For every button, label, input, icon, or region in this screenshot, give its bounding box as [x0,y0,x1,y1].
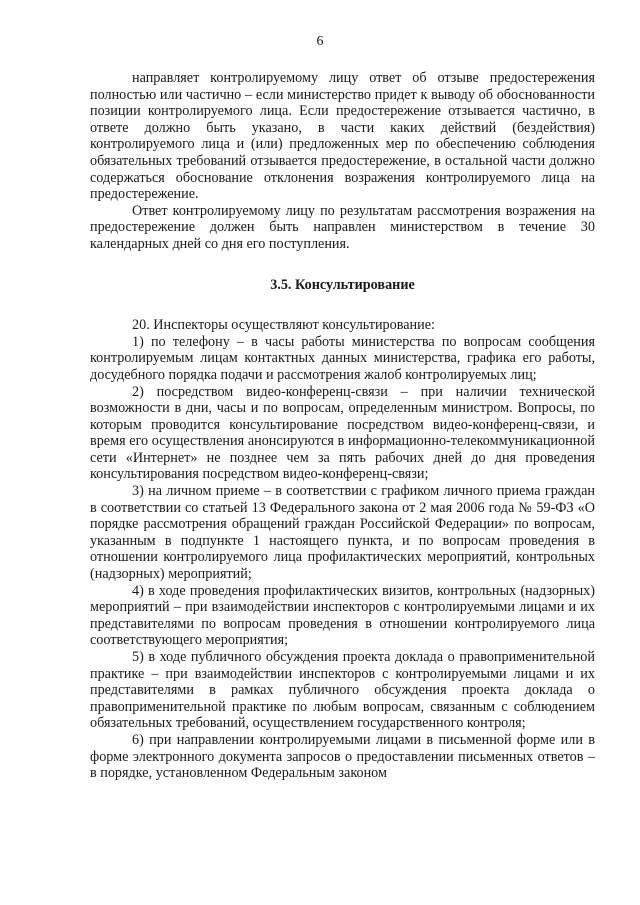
document-body [90,70,595,782]
paragraph-consult-visits: 4) в ходе проведения профилактических визитов, контрольных (надзорных) мероприятий – при взаимодействии инспекторов с контролируемыми лицами и их представителями по вопросам проведения в отношении контролируемого лица соответствующего мероприятия; [90,582,595,649]
paragraph-answer-deadline: Ответ контролируемому лицу по результатам рассмотрения возражения на предостережение должен быть направлен министерством в течение 30 календарных дней со дня его поступления. [90,202,595,252]
paragraph-item-20: 20. Инспекторы осуществляют консультирование: [132,317,435,334]
paragraph-refusal-answer: направляет контролируемому лицу ответ об отзыве предостережения полностью или частично – если министерство придет к выводу об обоснованности позиции контролируемого лица. Если предостережение отзывается частично, в ответе должно быть указано, в части каких действий (бездействия) контролируемого лица и (или) предложенных мер по обеспечению соблюдения обязательных требований отзывается предостережение, в остальной части должно содержаться обоснование отклонения возражения контролируемого лица на предостережение. [90,70,595,203]
paragraph-consult-public: 5) в ходе публичного обсуждения проекта доклада о правоприменительной практике – при взаимодействии инспекторов с контролируемыми лицами и их представителями в рамках публичного обсуждения проекта доклада о правоприменительной практике по любым вопросам, связанным с соблюдением обязательных требований, осуществлением государственного контроля; [90,649,595,732]
section-heading: 3.5. Консультирование [270,276,415,293]
paragraph-consult-phone: 1) по телефону – в часы работы министерства по вопросам сообщения контролируемым лицам контактных данных министерства, графика его работы, досудебного порядка подачи и рассмотрения жалоб контролируемых лиц; [90,333,595,383]
paragraph-consult-personal: 3) на личном приеме – в соответствии с графиком личного приема граждан в соответствии со статьей 13 Федерального закона от 2 мая 2006 года № 59-ФЗ «О порядке рассмотрения обращений граждан Российской Федерации» по вопросам, указанным в подпункте 1 настоящего пункта, и по вопросам проведения в отношении контролируемого лица профилактических мероприятий, контрольных (надзорных) мероприятий; [90,483,595,583]
paragraph-consult-written: 6) при направлении контролируемыми лицами в письменной форме или в форме электронного документа запросов о предоставлении письменных ответов – в порядке, установленном Федеральным законом [90,731,595,782]
paragraph-consult-video: 2) посредством видео-конференц-связи – при наличии технической возможности в дни, часы и по вопросам, определенным министром. Вопросы, по которым проводится консультирование посредством видео-конференц-связи, и время его осуществления анонсируются в информационно-телекоммуникационной сети «Интернет» не позднее чем за пять рабочих дней до дня проведения консультирования посредством видео-конференц-связи; [90,383,595,483]
page-number: 6 [316,34,324,49]
